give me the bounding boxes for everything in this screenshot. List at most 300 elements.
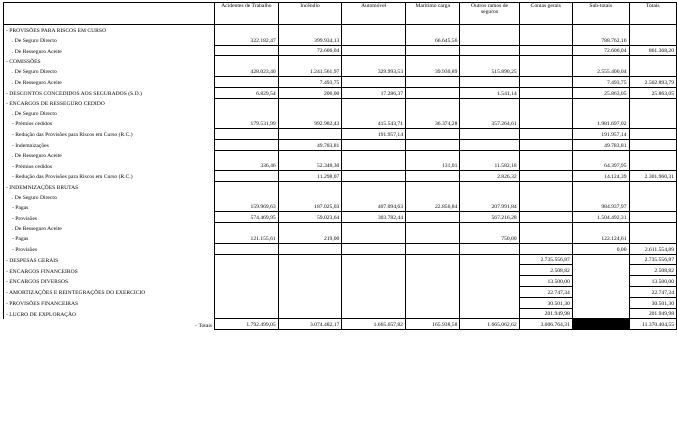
total-cell: 3.074.482,17 (278, 319, 342, 330)
value-cell: 179.531,99 (215, 118, 279, 128)
value-cell (405, 76, 459, 87)
value-cell (629, 128, 676, 139)
value-cell (629, 160, 676, 170)
value-cell: 39.930,89 (405, 66, 459, 76)
value-cell (572, 223, 629, 233)
value-cell: 25.863,05 (629, 87, 676, 98)
value-cell (519, 56, 572, 66)
row-label: - Redução das Provisões para Riscos em Curso (R.C.) (4, 128, 215, 139)
table-row (4, 160, 677, 170)
value-cell (629, 35, 676, 45)
row-label: - AMORTIZAÇÕES E REINTEGRAÇÕES DO EXERCICIO (4, 286, 215, 297)
value-cell (405, 308, 459, 319)
value-cell (572, 276, 629, 287)
value-cell (405, 181, 459, 191)
row-label: - DESPESAS GERAIS (4, 254, 215, 265)
value-cell: 1.241.561,97 (278, 66, 342, 76)
value-cell: 52.348,30 (278, 160, 342, 170)
row-label: - Provisões (4, 243, 215, 254)
col-header: Totais (629, 3, 676, 25)
value-cell (460, 308, 519, 319)
value-cell: 303.782,44 (342, 212, 406, 223)
value-cell (460, 223, 519, 233)
value-cell (278, 192, 342, 202)
value-cell (572, 150, 629, 160)
value-cell (460, 286, 519, 297)
value-cell (405, 45, 459, 56)
value-cell (629, 118, 676, 128)
value-cell (460, 108, 519, 118)
value-cell (572, 192, 629, 202)
table-row (4, 308, 677, 319)
value-cell (629, 212, 676, 223)
value-cell (572, 25, 629, 35)
row-label: - PROVISÕES PARA RISCOS EM CURSO (4, 25, 215, 35)
value-cell (278, 223, 342, 233)
row-label: - Provisões (4, 212, 215, 223)
value-cell (572, 308, 629, 319)
value-cell: 7.493,75 (278, 76, 342, 87)
value-cell (342, 35, 406, 45)
value-cell: 1.981.697,02 (572, 118, 629, 128)
value-cell (278, 286, 342, 297)
value-cell: 7.493,75 (572, 76, 629, 87)
table-row (4, 243, 677, 254)
value-cell (278, 265, 342, 276)
value-cell: 201.949,98 (629, 308, 676, 319)
value-cell (215, 128, 279, 139)
value-cell (519, 212, 572, 223)
table-row (4, 171, 677, 182)
total-cell: 1.792.499,05 (215, 319, 279, 330)
value-cell (629, 56, 676, 66)
value-cell: 30.501,30 (519, 297, 572, 308)
value-cell (215, 150, 279, 160)
value-cell: 13.500,00 (519, 276, 572, 287)
table-row (4, 66, 677, 76)
value-cell: 59.023,64 (278, 212, 342, 223)
total-cell: 1.665.062,62 (460, 319, 519, 330)
row-label: . De Resseguro Aceite (4, 45, 215, 56)
table-row (4, 56, 677, 66)
value-cell (460, 265, 519, 276)
value-cell: 415.543,71 (342, 118, 406, 128)
value-cell (342, 25, 406, 35)
value-cell (460, 276, 519, 287)
value-cell (342, 171, 406, 182)
value-cell (572, 56, 629, 66)
table-row (4, 98, 677, 108)
table-row (4, 202, 677, 212)
value-cell: 2.611.554,89 (629, 243, 676, 254)
value-cell (519, 139, 572, 150)
value-cell: 1.504.492,31 (572, 212, 629, 223)
value-cell (405, 212, 459, 223)
header-row (4, 3, 677, 25)
value-cell: 984.937,97 (572, 202, 629, 212)
value-cell (519, 25, 572, 35)
value-cell: 2.735.556,87 (629, 254, 676, 265)
value-cell (572, 181, 629, 191)
value-cell (405, 276, 459, 287)
value-cell: 49.783,81 (278, 139, 342, 150)
value-cell: 11.298,07 (278, 171, 342, 182)
row-label: - INDEMNIZAÇÕES BRUTAS (4, 181, 215, 191)
row-label: - Pagas (4, 202, 215, 212)
total-cell: 1.665.657,82 (342, 319, 406, 330)
value-cell (460, 56, 519, 66)
total-cell: 165.938,58 (405, 319, 459, 330)
value-cell (405, 139, 459, 150)
value-cell: 11.582,18 (460, 160, 519, 170)
totals-label: - Totais (4, 319, 215, 330)
value-cell (629, 233, 676, 243)
value-cell (572, 286, 629, 297)
value-cell (519, 45, 572, 56)
table-row (4, 45, 677, 56)
value-cell (342, 254, 406, 265)
value-cell: 407.094,63 (342, 202, 406, 212)
value-cell (629, 139, 676, 150)
row-label: . De Seguro Directo (4, 108, 215, 118)
row-label: - Prémios cedidos (4, 118, 215, 128)
value-cell (405, 265, 459, 276)
value-cell (215, 171, 279, 182)
value-cell (519, 202, 572, 212)
value-cell: 0,00 (572, 243, 629, 254)
table-row (4, 150, 677, 160)
col-header: Contas gerais (519, 3, 572, 25)
value-cell (215, 25, 279, 35)
value-cell: 2.555.400,04 (572, 66, 629, 76)
table-body (4, 25, 677, 330)
value-cell (342, 243, 406, 254)
value-cell (460, 128, 519, 139)
value-cell (342, 181, 406, 191)
value-cell: 30.501,30 (629, 297, 676, 308)
table-row (4, 139, 677, 150)
row-label: - ENCARGOS DE RESSEGURO CEDIDO (4, 98, 215, 108)
value-cell (519, 150, 572, 160)
value-cell (278, 98, 342, 108)
value-cell (278, 243, 342, 254)
value-cell (342, 139, 406, 150)
value-cell: 206,00 (278, 87, 342, 98)
value-cell (278, 25, 342, 35)
value-cell (342, 56, 406, 66)
value-cell: 428.023,40 (215, 66, 279, 76)
value-cell (629, 150, 676, 160)
row-label: - COMISSÕES (4, 56, 215, 66)
value-cell (519, 233, 572, 243)
value-cell: 131,01 (405, 160, 459, 170)
row-label: - Pagas (4, 233, 215, 243)
value-cell: 122.124,61 (572, 233, 629, 243)
value-cell (519, 171, 572, 182)
value-cell: 399.934,13 (278, 35, 342, 45)
table-row (4, 128, 677, 139)
table-row (4, 265, 677, 276)
value-cell (215, 223, 279, 233)
value-cell: 6.829,54 (215, 87, 279, 98)
value-cell: 14.124,39 (572, 171, 629, 182)
value-cell: 2.508,82 (519, 265, 572, 276)
value-cell (405, 128, 459, 139)
value-cell (278, 128, 342, 139)
value-cell (342, 276, 406, 287)
value-cell (215, 181, 279, 191)
value-cell (342, 150, 406, 160)
value-cell (460, 25, 519, 35)
value-cell (629, 202, 676, 212)
table-row (4, 35, 677, 45)
value-cell: 191.957,14 (572, 128, 629, 139)
value-cell: 574.469,95 (215, 212, 279, 223)
value-cell: 187.025,03 (278, 202, 342, 212)
value-cell (519, 128, 572, 139)
table-row (4, 223, 677, 233)
table-row (4, 286, 677, 297)
row-label: . De Resseguro Aceite (4, 76, 215, 87)
value-cell: 22.747,34 (519, 286, 572, 297)
table-row (4, 233, 677, 243)
accounts-table (3, 2, 677, 330)
value-cell: 201.949,98 (519, 308, 572, 319)
value-cell: 357.264,61 (460, 118, 519, 128)
value-cell (405, 25, 459, 35)
value-cell (519, 35, 572, 45)
value-cell (519, 118, 572, 128)
value-cell (572, 108, 629, 118)
value-cell (215, 108, 279, 118)
table-row (4, 254, 677, 265)
value-cell: 219,00 (278, 233, 342, 243)
value-cell (405, 108, 459, 118)
value-cell (342, 308, 406, 319)
value-cell (215, 297, 279, 308)
value-cell (460, 150, 519, 160)
value-cell: 36.374,28 (405, 118, 459, 128)
row-label: - DESCONTOS CONCEDIDOS AOS SEGURADOS (S.D.) (4, 87, 215, 98)
row-label: . De Resseguro Aceite (4, 150, 215, 160)
value-cell (342, 297, 406, 308)
value-cell (342, 233, 406, 243)
value-cell (572, 297, 629, 308)
table-row (4, 108, 677, 118)
col-header: Sub-totais (572, 3, 629, 25)
value-cell: 750,00 (460, 233, 519, 243)
value-cell (215, 265, 279, 276)
value-cell: 159.969,63 (215, 202, 279, 212)
row-label: - PROVISÕES FINANCEIRAS (4, 297, 215, 308)
value-cell (215, 308, 279, 319)
value-cell: 66.645,56 (405, 35, 459, 45)
value-cell: 191.957,14 (342, 128, 406, 139)
blacked-out-cell (572, 319, 629, 330)
value-cell (215, 56, 279, 66)
total-cell: 3.006.764,31 (519, 319, 572, 330)
value-cell (405, 223, 459, 233)
value-cell (405, 56, 459, 66)
value-cell: 121.155,61 (215, 233, 279, 243)
value-cell (405, 286, 459, 297)
value-cell (278, 56, 342, 66)
value-cell (405, 98, 459, 108)
value-cell (405, 254, 459, 265)
value-cell (278, 308, 342, 319)
row-label: - ENCARGOS FINANCEIROS (4, 265, 215, 276)
table-row (4, 276, 677, 287)
value-cell (629, 181, 676, 191)
value-cell (460, 76, 519, 87)
value-cell: 2.826,32 (460, 171, 519, 182)
value-cell (215, 243, 279, 254)
value-cell: 22.856,84 (405, 202, 459, 212)
value-cell (342, 108, 406, 118)
value-cell (342, 223, 406, 233)
value-cell (519, 160, 572, 170)
value-cell (215, 45, 279, 56)
value-cell: 2.735.556,87 (519, 254, 572, 265)
value-cell (519, 243, 572, 254)
value-cell (215, 139, 279, 150)
value-cell (405, 171, 459, 182)
value-cell (519, 108, 572, 118)
table-row (4, 25, 677, 35)
value-cell (278, 150, 342, 160)
value-cell (342, 265, 406, 276)
row-label: - Redução das Provisões para Riscos em Curso (R.C.) (4, 171, 215, 182)
total-cell: 11.370.404,55 (629, 319, 676, 330)
value-cell: 788.762,16 (572, 35, 629, 45)
value-cell (405, 243, 459, 254)
value-cell (215, 192, 279, 202)
value-cell: 2.562.893,79 (629, 76, 676, 87)
value-cell: 515.890,25 (460, 66, 519, 76)
value-cell (342, 192, 406, 202)
value-cell (629, 25, 676, 35)
value-cell (215, 98, 279, 108)
value-cell (519, 181, 572, 191)
value-cell: 72.606,04 (572, 45, 629, 56)
value-cell (215, 254, 279, 265)
row-label: . De Seguro Directo (4, 35, 215, 45)
col-header: Outros ramos de seguros (460, 3, 519, 25)
row-label: . De Seguro Directo (4, 66, 215, 76)
row-label: - ENCARGOS DIVERSOS (4, 276, 215, 287)
value-cell (572, 98, 629, 108)
row-label: . De Resseguro Aceite (4, 223, 215, 233)
table-row (4, 118, 677, 128)
value-cell: 72.606,04 (278, 45, 342, 56)
value-cell (519, 223, 572, 233)
value-cell (572, 265, 629, 276)
value-cell (460, 254, 519, 265)
col-header: Marítimo carga (405, 3, 459, 25)
value-cell (278, 254, 342, 265)
table-row (4, 181, 677, 191)
value-cell (519, 66, 572, 76)
value-cell: 49.783,81 (572, 139, 629, 150)
header-label-cell (4, 3, 215, 25)
value-cell (629, 98, 676, 108)
value-cell: 992.982,43 (278, 118, 342, 128)
row-label: . De Seguro Directo (4, 192, 215, 202)
row-label: - LUCRO DE EXPLORAÇÃO (4, 308, 215, 319)
value-cell (278, 297, 342, 308)
value-cell (460, 243, 519, 254)
value-cell (460, 181, 519, 191)
value-cell: 567.216,28 (460, 212, 519, 223)
value-cell (405, 150, 459, 160)
value-cell: 322.182,47 (215, 35, 279, 45)
value-cell (519, 98, 572, 108)
value-cell (342, 160, 406, 170)
value-cell (629, 108, 676, 118)
row-label: - Indemnizações (4, 139, 215, 150)
table-row (4, 212, 677, 223)
value-cell (215, 276, 279, 287)
value-cell (405, 192, 459, 202)
value-cell: 207.991,84 (460, 202, 519, 212)
totals-row (4, 319, 677, 330)
value-cell: 25.863,05 (572, 87, 629, 98)
value-cell (342, 45, 406, 56)
value-cell (405, 297, 459, 308)
col-header: Acidentes de Trabalho (215, 3, 279, 25)
value-cell (460, 139, 519, 150)
value-cell (460, 192, 519, 202)
value-cell (460, 297, 519, 308)
col-header: Automóvel (342, 3, 406, 25)
col-header: Incêndio (278, 3, 342, 25)
value-cell (342, 76, 406, 87)
value-cell: 13.500,00 (629, 276, 676, 287)
value-cell (572, 254, 629, 265)
value-cell: 64.397,95 (572, 160, 629, 170)
value-cell: 336,46 (215, 160, 279, 170)
value-cell (278, 181, 342, 191)
table-row (4, 87, 677, 98)
value-cell (405, 233, 459, 243)
value-cell (629, 223, 676, 233)
value-cell (629, 192, 676, 202)
row-label: - Prémios cedidos (4, 160, 215, 170)
value-cell (215, 76, 279, 87)
value-cell: 329.993,53 (342, 66, 406, 76)
value-cell (519, 76, 572, 87)
value-cell (342, 286, 406, 297)
value-cell (519, 87, 572, 98)
value-cell: 17.286,37 (342, 87, 406, 98)
value-cell (278, 276, 342, 287)
value-cell: 1.541,14 (460, 87, 519, 98)
table-row (4, 76, 677, 87)
value-cell (460, 45, 519, 56)
value-cell: 861.368,20 (629, 45, 676, 56)
value-cell: 2.301.960,31 (629, 171, 676, 182)
table-row (4, 297, 677, 308)
value-cell (342, 98, 406, 108)
value-cell (519, 192, 572, 202)
value-cell (460, 35, 519, 45)
value-cell (629, 66, 676, 76)
value-cell: 2.508,82 (629, 265, 676, 276)
value-cell (215, 286, 279, 297)
table-row (4, 192, 677, 202)
value-cell (460, 98, 519, 108)
value-cell (405, 87, 459, 98)
